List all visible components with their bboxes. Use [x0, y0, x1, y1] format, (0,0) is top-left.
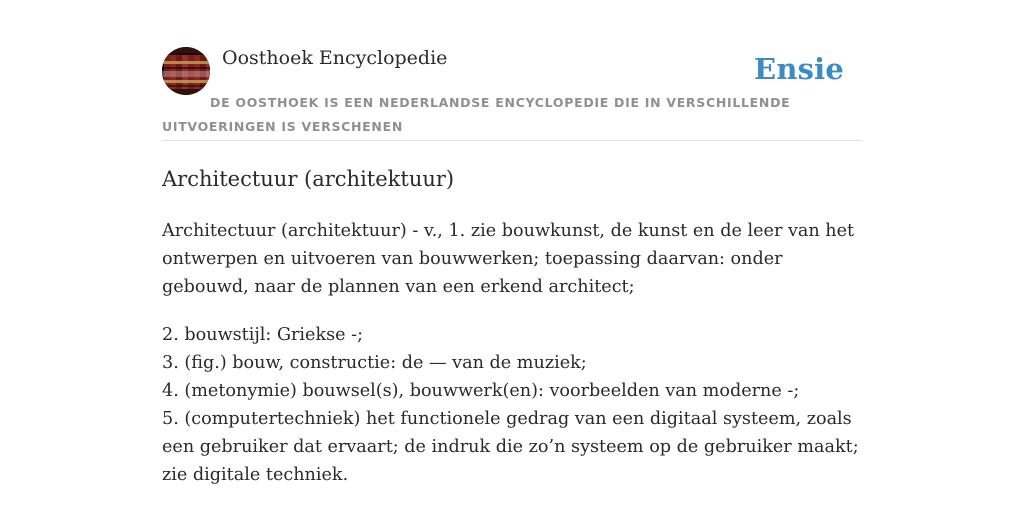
definition-list	[162, 321, 862, 489]
definition-item: 3. (fig.) bouw, constructie: de — van de muziek;	[162, 353, 587, 373]
definition-item: 4. (metonymie) bouwsel(s), bouwwerk(en): voorbeelden van moderne -;	[162, 381, 800, 401]
definition-item: 2. bouwstijl: Griekse -;	[162, 325, 364, 345]
source-tagline: DE OOSTHOEK IS EEN NEDERLANDSE ENCYCLOPEDIE DIE IN VERSCHILLENDE UITVOERINGEN IS VERSCHENEN	[162, 95, 791, 134]
source-avatar[interactable]	[162, 47, 210, 95]
source-header	[162, 46, 862, 141]
article-intro: Architectuur (architektuur) - v., 1. zie bouwkunst, de kunst en de leer van het ontwerpen en uitvoeren van bouwwerken; toepassing daarvan: onder gebouwd, naar de plannen van een erkend architect;	[162, 221, 855, 297]
ensie-logo[interactable]: Ensie	[754, 52, 844, 86]
article-title: Architectuur (architektuur)	[162, 167, 455, 191]
article	[162, 165, 862, 489]
encyclopedia-books-icon	[162, 47, 210, 95]
definition-item: 5. (computertechniek) het functionele gedrag van een digitaal systeem, zoals een gebruiker dat ervaart; de indruk die zo’n systeem op de gebruiker maakt; zie digitale techniek.	[162, 409, 859, 485]
source-name[interactable]: Oosthoek Encyclopedie	[222, 47, 448, 69]
